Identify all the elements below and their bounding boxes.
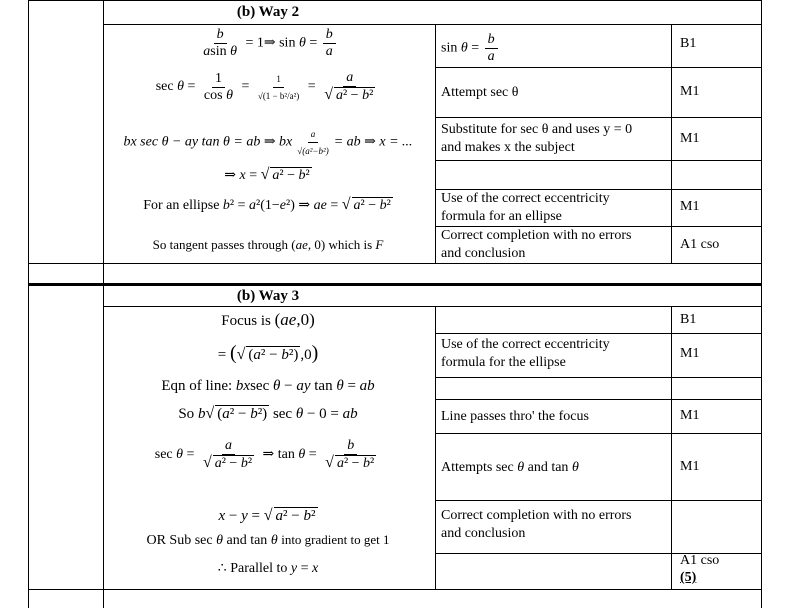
mark: A1 cso bbox=[680, 237, 720, 252]
mark-total: (5) bbox=[680, 570, 697, 585]
grid-line bbox=[435, 117, 761, 118]
note-line: Correct completion with no errors bbox=[441, 228, 632, 243]
working-row: Focus is (ae,0) bbox=[221, 310, 315, 329]
note-row bbox=[439, 121, 671, 157]
section-heading-way3: (b) Way 3 bbox=[236, 288, 300, 304]
note-row: sin θ = $\frac{b}{a}$ bbox=[439, 32, 671, 65]
note-line: and conclusion bbox=[441, 246, 526, 261]
note-line: Substitute for sec θ and uses y = 0 bbox=[441, 122, 633, 137]
mark: M1 bbox=[680, 346, 700, 361]
grid-line bbox=[435, 160, 761, 161]
working-row: ∴ Parallel to y = x bbox=[217, 561, 319, 576]
note-row bbox=[439, 507, 671, 543]
mark: M1 bbox=[680, 459, 700, 474]
note-line: formula for an ellipse bbox=[441, 209, 562, 224]
grid-line bbox=[435, 500, 761, 501]
working-row: So tangent passes through (ae, 0) which is F bbox=[152, 237, 384, 252]
mark: M1 bbox=[680, 131, 700, 146]
note-row: Line passes thro' the focus bbox=[441, 409, 589, 424]
grid-line bbox=[761, 0, 762, 608]
working-row: sec θ = $\frac{a}{\text{√ a² − b²}}$ ⇒ tan θ = $\frac{b}{\text{√ a² − b²}}$ bbox=[154, 438, 375, 471]
working-row: OR Sub sec θ and tan θ into gradient to get 1 bbox=[146, 532, 390, 548]
note-row bbox=[439, 190, 671, 226]
note-row: Attempts sec θ and tan θ bbox=[441, 460, 579, 475]
mark: M1 bbox=[680, 84, 700, 99]
grid-line bbox=[435, 333, 761, 334]
note-line: Use of the correct eccentricity bbox=[441, 337, 610, 352]
note-line: formula for the ellipse bbox=[441, 355, 566, 370]
grid-line bbox=[28, 263, 762, 264]
grid-line bbox=[435, 377, 761, 378]
section-divider bbox=[28, 283, 762, 286]
grid-line bbox=[435, 24, 436, 263]
working-row: bx sec θ − ay tan θ = ab ⇒ bx $\frac{a}{\text{√(a²−b²)}}$ = ab ⇒ x = ... bbox=[104, 126, 432, 159]
grid-line bbox=[435, 399, 761, 400]
working-row: sec θ = $\frac{1}{\text{cos θ}}$ = $\frac{1}{\text{√(1 − b²/a²)}}$ = $\frac{a}{\text{√ a² − b²}}$ bbox=[155, 70, 374, 103]
note-row bbox=[439, 336, 671, 372]
working-row: For an ellipse b² = a²(1−e²) ⇒ ae = √ a² − b² bbox=[143, 196, 391, 213]
mark: A1 cso bbox=[680, 553, 720, 568]
mark: B1 bbox=[680, 312, 697, 327]
note-line: and makes x the subject bbox=[441, 140, 575, 155]
grid-line bbox=[28, 0, 762, 1]
grid-line bbox=[28, 0, 29, 608]
note-row bbox=[439, 227, 671, 263]
grid-line bbox=[435, 306, 436, 589]
mark: M1 bbox=[680, 199, 700, 214]
grid-line bbox=[671, 306, 672, 589]
note-line: Correct completion with no errors bbox=[441, 508, 632, 523]
working-row: So b√ (a² − b²) sec θ − 0 = ab bbox=[178, 405, 358, 422]
working-row: = (√ (a² − b²) ,0) bbox=[217, 342, 319, 364]
note-line: and conclusion bbox=[441, 526, 526, 541]
grid-line bbox=[435, 67, 761, 68]
section-heading-way2: (b) Way 2 bbox=[236, 4, 300, 20]
working-row: Eqn of line: bxsec θ − ay tan θ = ab bbox=[161, 378, 375, 394]
note-row: Attempt sec θ bbox=[441, 85, 519, 100]
mark: M1 bbox=[680, 408, 700, 423]
working-row: x − y = √ a² − b² bbox=[218, 507, 316, 524]
mark: B1 bbox=[680, 36, 697, 51]
grid-line bbox=[671, 24, 672, 263]
grid-line bbox=[28, 589, 762, 590]
grid-line bbox=[435, 433, 761, 434]
grid-line bbox=[103, 306, 761, 307]
grid-line bbox=[103, 24, 761, 25]
working-row: ⇒ x = √ a² − b² bbox=[224, 166, 310, 183]
note-line: Use of the correct eccentricity bbox=[441, 191, 610, 206]
working-row: $\frac{b}{\text{asin θ}}$ = 1⇒ sin θ = $\frac{b}{a}$ bbox=[104, 27, 432, 60]
